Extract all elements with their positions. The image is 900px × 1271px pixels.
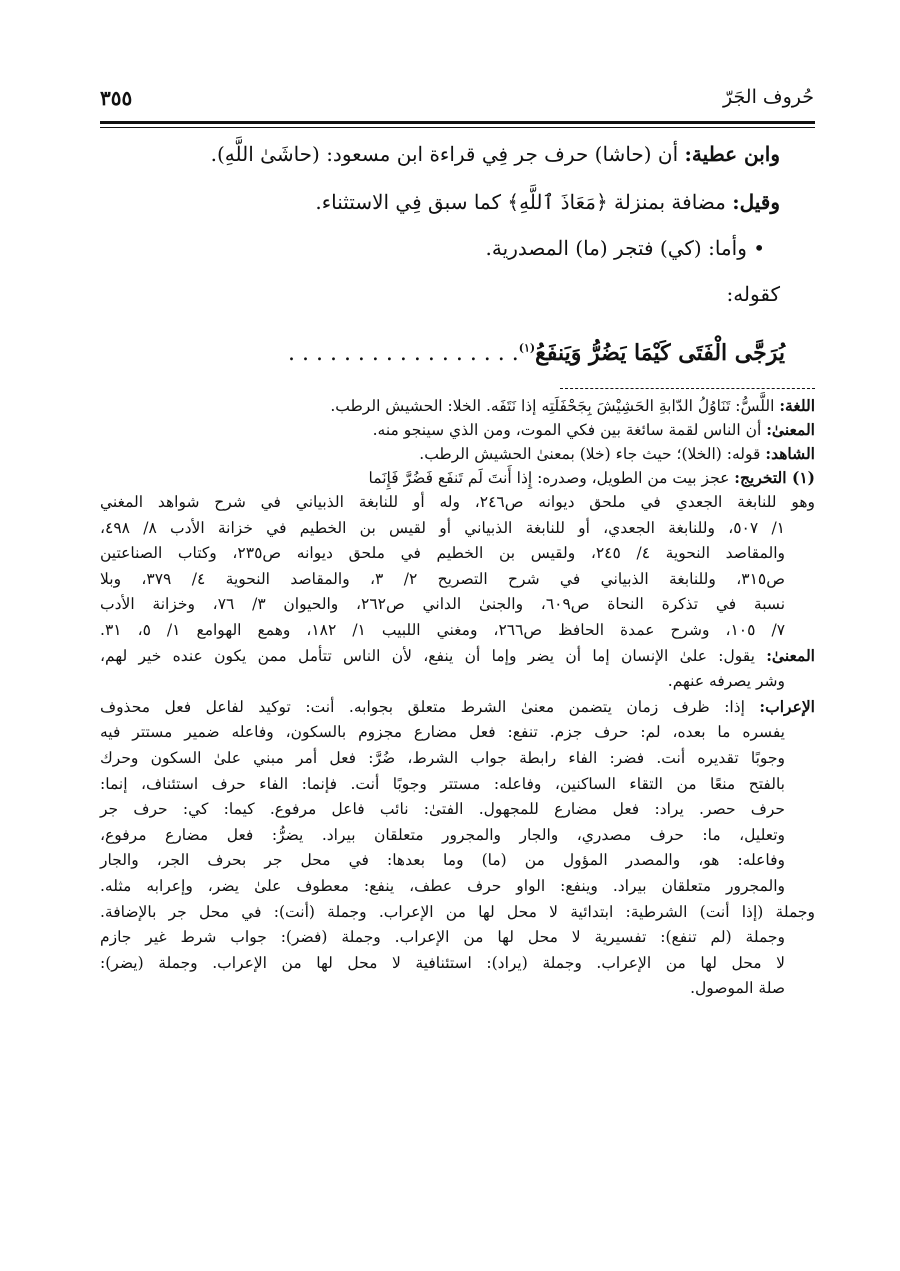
footnote-line: [100, 696, 815, 718]
footnote-line: [100, 926, 785, 948]
line-text: كقوله:: [726, 282, 780, 306]
footnote-text: لا محل لها من الإعراب. وجملة (يراد): استئنافية لا محل لها من الإعراب. وجملة (يضر):: [100, 953, 785, 972]
footnote-text: ١/ ٥٠٧، وللنابغة الجعدي، أو للنابغة الذبياني أو لقيس بن الخطيم في خزانة الأدب ٨/ ٤٩٨،: [100, 518, 785, 537]
footnote-marker: (١): [518, 341, 536, 355]
verse-hemistich-dots: . . . . . . . . . . . . . . . . .: [288, 341, 519, 366]
footnote-text: يقول: علىٰ الإنسان إما أن يضر وإما أن ينفع، لأن الناس تتأمل ممن يكون عنده خير لهم،: [100, 646, 767, 665]
main-line: [211, 142, 780, 166]
footnote-line: [100, 952, 785, 974]
footnote-text: أن الناس لقمة سائغة بين فكي الموت، ومن الذي سينجو منه.: [372, 421, 767, 439]
footnote-text: وتعليل، ما: حرف مصدري، والجار والمجرور متعلقان بيراد. يضرُّ: فعل مضارع مرفوع،: [100, 825, 785, 844]
footnote-text: والمجرور متعلقان بيراد. وينفع: الواو حرف عطف، ينفع: معطوف علىٰ يضر، وإعرابه مثله.: [100, 877, 785, 895]
footnote-line: [100, 670, 785, 692]
footnote-line: [100, 798, 785, 820]
footnote-line: [100, 747, 785, 769]
footnote-text: وهو للنابغة الجعدي في ملحق ديوانه ص٢٤٦، وله أو للنابغة الذبياني في شرح شواهد المغني: [100, 493, 815, 511]
footnote-separator: [560, 388, 815, 389]
running-title: حُروف الجَرّ: [723, 86, 814, 108]
footnote-label: المعنىٰ:: [766, 645, 815, 665]
footnote-line: [100, 419, 815, 441]
footnote-line: [100, 517, 785, 539]
footnote-line: [100, 443, 815, 465]
footnote-label: المعنىٰ:: [766, 420, 815, 439]
line-label: وابن عطية:: [684, 142, 780, 166]
footnote-text: وجوبًا تقديره أنت. فضر: الفاء رابطة جواب الشرط، ضُرَّ: فعل أمر مبني علىٰ السكون وحرك: [100, 749, 785, 767]
line-text: أن (حاشا) حرف جر فِي قراءة ابن مسعود: (حاشَىٰ اللَّهِ).: [210, 142, 685, 166]
footnote-text: وشر يصرفه عنهم.: [667, 672, 785, 691]
footnote-text: صلة الموصول.: [690, 979, 785, 998]
footnote-line: [100, 721, 785, 743]
footnote-line: [100, 645, 815, 667]
footnote-text: عجز بيت من الطويل، وصدره: إِذا أَنتَ لَم تَنفَع فَضُرَّ فَإِنَما: [368, 469, 735, 487]
footnote-line: [100, 395, 815, 417]
footnote-text: ٧/ ١٠٥، وشرح عمدة الحافظ ص٢٦٦، ومغني اللبيب ١/ ١٨٢، وهمع الهوامع ١/ ٥، ٣١.: [100, 621, 786, 639]
footnote-label: (١) التخريج:: [734, 468, 815, 487]
main-line: [486, 236, 765, 260]
footnote-line: [100, 542, 785, 564]
footnote-line: [100, 568, 785, 590]
footnote-text: بالفتح منعًا من التقاء الساكنين، وفاعله: مستتر وجوبًا أنت. فإنما: الفاء حرف استئناف، إنما:: [100, 774, 785, 793]
line-text: • وأما: (كي) فتجر (ما) المصدرية.: [485, 236, 765, 260]
line-label: وقيل:: [732, 190, 780, 214]
main-line: [726, 282, 780, 306]
footnote-text: قوله: (الخلا)؛ حيث جاء (خلا) بمعنىٰ الحشيش الرطب.: [419, 445, 766, 463]
footnote-label: الإعراب:: [759, 696, 815, 716]
footnote-text: وجملة (إذا أنت) الشرطية: ابتدائية لا محل لها من الإعراب. وجملة (أنت): في محل جر بالإضافة.: [100, 902, 815, 921]
footnote-text: إذا: ظرف زمان يتضمن معنىٰ الشرط متعلق بجوابه. أنت: توكيد لفاعل فعل محذوف: [100, 697, 760, 716]
footnote-text: اللَّسُّ: تَنَاوُلُ الدّابةِ الحَشِيْشَ بِجَحْفَلَتِه إذا نَتَفَه. الخلا: الحشيش الرطب.: [330, 397, 780, 415]
verse-text: يُرَجَّى الْفَتَى كَيْمَا يَضُرُّ وَيَنفَعُ: [535, 340, 785, 366]
page-number: ٣٥٥: [100, 86, 133, 110]
footnote-label: الشاهد:: [765, 444, 815, 463]
main-line: [315, 190, 780, 214]
footnote-text: ص٣١٥، وللنابغة الذبياني في شرح التصريح ٢/ ٣، والمقاصد النحوية ٤/ ٣٧٩، وبلا: [100, 569, 785, 588]
footnote-text: وفاعله: هو، والمصدر المؤول من (ما) وما بعدها: في محل جر بحرف الجر، والجار: [100, 851, 785, 870]
footnote-line: [100, 593, 785, 615]
footnote-line: [100, 491, 815, 513]
footnote-line: [100, 619, 785, 641]
footnote-text: والمقاصد النحوية ٤/ ٢٤٥، ولقيس بن الخطيم في ملحق ديوانه ص٢٣٥، وكتاب الصناعتين: [100, 544, 785, 563]
line-text: مضافة بمنزلة ﴿مَعَاذَ ٱللَّهِ﴾ كما سبق فِي الاستثناء.: [315, 190, 733, 214]
footnote-line: [100, 467, 815, 489]
header-rule-thick: [100, 121, 815, 124]
footnote-label: اللغة:: [779, 396, 815, 415]
footnote-line: [100, 849, 785, 871]
footnote-text: نسبة في تذكرة النحاة ص٦٠٩، والجنىٰ الداني ص٢٦٢، والحيوان ٣/ ٧٦، وخزانة الأدب: [100, 595, 786, 614]
footnote-text: يفسره ما بعده، لم: حرف جزم. تنفع: فعل مضارع مجزوم بالسكون، وفاعله ضمير مستتر فيه: [100, 723, 785, 742]
footnote-line: [100, 773, 785, 795]
footnote-text: وجملة (لم تنفع): تفسيرية لا محل لها من الإعراب. وجملة (فضر): جواب شرط غير جازم: [100, 928, 785, 947]
header-rule-thin: [100, 127, 815, 128]
footnote-line: [100, 824, 785, 846]
footnote-line: [100, 901, 815, 923]
footnote-line: [100, 977, 785, 999]
footnote-text: حرف حصر. يراد: فعل مضارع للمجهول. الفتىٰ: نائب فاعل مرفوع. كيما: كي: حرف جر: [100, 800, 785, 819]
verse-line: [264, 340, 785, 366]
footnote-line: [100, 875, 785, 897]
